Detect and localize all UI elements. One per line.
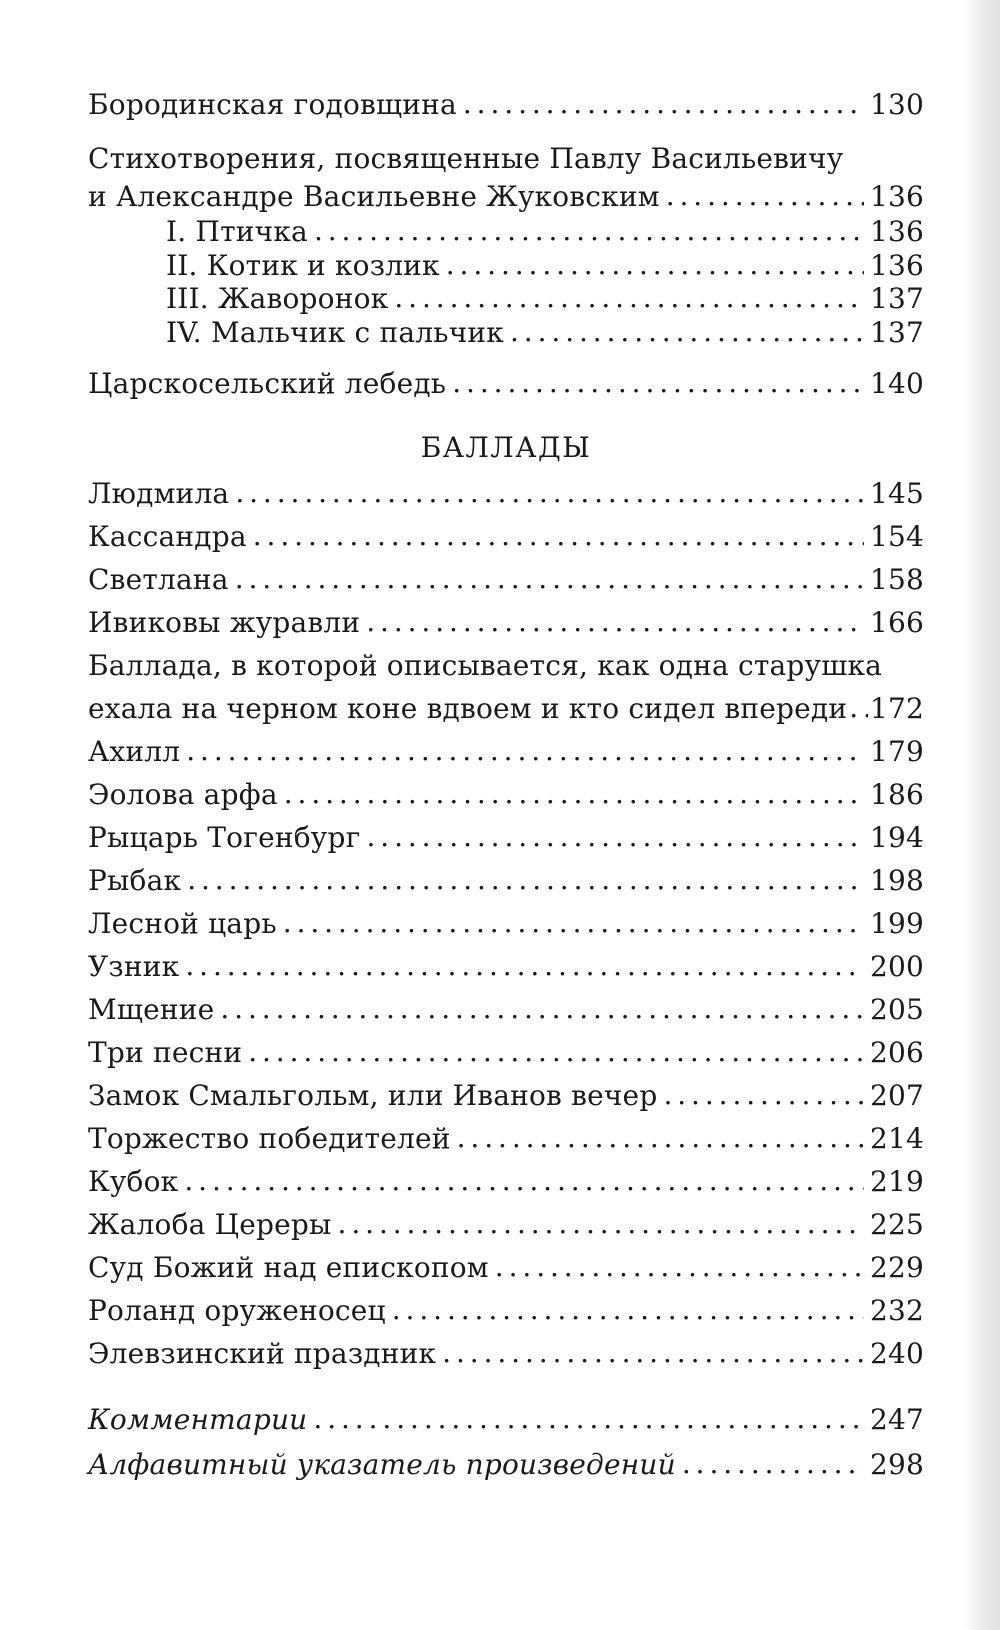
toc-entry-page: 166 [869, 606, 924, 639]
dot-leader [392, 1288, 864, 1331]
toc-entry-page: 219 [869, 1165, 924, 1198]
dot-leader [452, 360, 864, 405]
toc-entry [88, 945, 924, 988]
toc-entry-page: 158 [869, 563, 924, 596]
toc-entry-title: Лесной царь [88, 907, 277, 940]
toc-entry-page: 240 [869, 1337, 924, 1370]
section-heading: БАЛЛАДЫ [420, 431, 592, 464]
toc-entry-page: 145 [869, 477, 924, 510]
toc-subentry [88, 249, 924, 283]
toc-entry [88, 515, 924, 558]
dot-leader [314, 214, 864, 248]
toc-entry-title: Жалоба Цереры [88, 1208, 332, 1241]
dot-leader [394, 281, 864, 315]
toc-entry-page: 205 [869, 993, 924, 1026]
toc-entry-title: II. Котик и козлик [166, 248, 440, 282]
dot-leader [284, 772, 864, 815]
toc-subentry [88, 316, 924, 350]
toc-entry-title: и Александре Васильевне Жуковским [88, 180, 660, 213]
toc-entry-page: 154 [869, 520, 924, 553]
toc-entry [88, 730, 924, 773]
spacer [88, 1375, 924, 1397]
toc-entry [88, 1031, 924, 1074]
dot-leader [248, 1030, 864, 1073]
dot-leader [235, 471, 864, 514]
toc-entry-page: 137 [869, 282, 924, 315]
toc-entry [88, 859, 924, 902]
toc-entry [88, 1246, 924, 1289]
toc-entry-title: Элевзинский праздник [88, 1337, 437, 1370]
dot-leader [510, 315, 864, 349]
dot-leader [666, 178, 864, 214]
table-of-contents [88, 82, 924, 1487]
toc-entry [88, 361, 924, 406]
page-edge-shadow [964, 0, 1000, 1630]
toc-entry-page: 298 [869, 1448, 924, 1481]
toc-entry-page: 186 [869, 778, 924, 811]
toc-entry-page: 247 [869, 1403, 924, 1436]
toc-entry-page: 206 [869, 1036, 924, 1069]
dot-leader [663, 1073, 864, 1116]
toc-entry-page: 225 [869, 1208, 924, 1241]
toc-entry-title: Царскосельский лебедь [88, 367, 447, 400]
toc-entry [88, 558, 924, 601]
toc-entry-page: 140 [869, 367, 924, 400]
toc-entry-title: Ахилл [88, 735, 181, 768]
toc-entry [88, 1074, 924, 1117]
toc-entry [88, 773, 924, 816]
toc-entry-title: Ивиковы журавли [88, 606, 361, 639]
toc-entry-page: 207 [869, 1079, 924, 1112]
toc-entry-line: Баллада, в которой описывается, как одна старушка [88, 649, 883, 682]
toc-entry-page: 229 [869, 1251, 924, 1284]
spacer [88, 127, 924, 139]
toc-entry-title: Людмила [88, 477, 230, 510]
toc-entry-title: Замок Смальгольм, или Иванов вечер [88, 1079, 658, 1112]
toc-entry-page: 199 [869, 907, 924, 940]
toc-entry [88, 902, 924, 945]
toc-entry [88, 1117, 924, 1160]
dot-leader [338, 1202, 864, 1245]
toc-entry [88, 1160, 924, 1203]
dot-leader [313, 1396, 864, 1441]
dot-leader [283, 901, 864, 944]
dot-leader [185, 944, 864, 987]
toc-entry-page: 130 [869, 88, 924, 121]
toc-entry-page: 179 [869, 735, 924, 768]
dot-leader [682, 1441, 864, 1486]
dot-leader [463, 81, 864, 126]
toc-entry-title: Кубок [88, 1165, 179, 1198]
toc-entry-title: Суд Божий над епископом [88, 1251, 489, 1284]
dot-leader [442, 1331, 864, 1374]
toc-entry-title: ехала на черном коне вдвоем и кто сидел впереди [88, 692, 848, 725]
toc-entry-title: I. Птичка [166, 215, 308, 248]
toc-entry [88, 988, 924, 1031]
toc-entry-title: III. Жаворонок [166, 282, 389, 315]
toc-entry [88, 82, 924, 127]
toc-entry-page: 172 [869, 692, 924, 725]
toc-entry-page: 232 [869, 1294, 924, 1327]
toc-entry-page: 214 [869, 1122, 924, 1155]
dot-leader [495, 1245, 864, 1288]
toc-entry [88, 179, 924, 215]
toc-entry-title: Узник [88, 950, 180, 983]
toc-entry-back-matter [88, 1442, 924, 1487]
toc-entry [88, 1332, 924, 1375]
toc-entry-title: Рыбак [88, 864, 182, 897]
toc-entry-page: 136 [869, 248, 924, 282]
toc-entry-title: Рыцарь Тогенбург [88, 821, 361, 854]
toc-entry-title: Бородинская годовщина [88, 88, 457, 121]
toc-subentry [88, 215, 924, 249]
toc-subentry [88, 282, 924, 316]
toc-entry-page: 136 [869, 215, 924, 248]
dot-leader [366, 815, 863, 858]
dot-leader [220, 987, 864, 1030]
toc-entry-title: Светлана [88, 563, 229, 596]
toc-entry-back-matter [88, 1397, 924, 1442]
toc-entry [88, 601, 924, 644]
toc-entry [88, 816, 924, 859]
toc-entry-title: Роланд оруженосец [88, 1294, 386, 1327]
toc-entry-page: 200 [869, 950, 924, 983]
dot-leader [457, 1116, 864, 1159]
toc-entry-page: 136 [869, 180, 924, 213]
toc-entry-title: Торжество победителей [88, 1122, 451, 1155]
toc-entry-page: 194 [869, 821, 924, 854]
toc-entry-title: Кассандра [88, 520, 247, 553]
toc-entry-line: Стихотворения, посвященные Павлу Васильевичу [88, 142, 844, 175]
toc-entry-title: Комментарии [88, 1403, 308, 1436]
toc-entry-title: Алфавитный указатель произведений [88, 1448, 676, 1481]
toc-entry [88, 1203, 924, 1246]
toc-entry-title: Мщение [88, 993, 215, 1026]
toc-entry-title: Три песни [88, 1036, 243, 1069]
toc-entry [88, 472, 924, 515]
dot-leader [849, 686, 868, 729]
dot-leader [366, 600, 864, 643]
ballads-list [88, 472, 924, 1375]
toc-entry-title: Эолова арфа [88, 778, 278, 811]
dot-leader [446, 248, 864, 282]
toc-entry-title: IV. Мальчик с пальчик [166, 315, 504, 349]
dot-leader [186, 729, 864, 772]
toc-entry [88, 687, 924, 730]
dot-leader [253, 514, 864, 557]
toc-entry-page: 198 [869, 864, 924, 897]
dot-leader [184, 1159, 864, 1202]
toc-entry-page: 137 [869, 315, 924, 349]
dot-leader [235, 557, 864, 600]
dot-leader [187, 858, 864, 901]
toc-entry [88, 1289, 924, 1332]
